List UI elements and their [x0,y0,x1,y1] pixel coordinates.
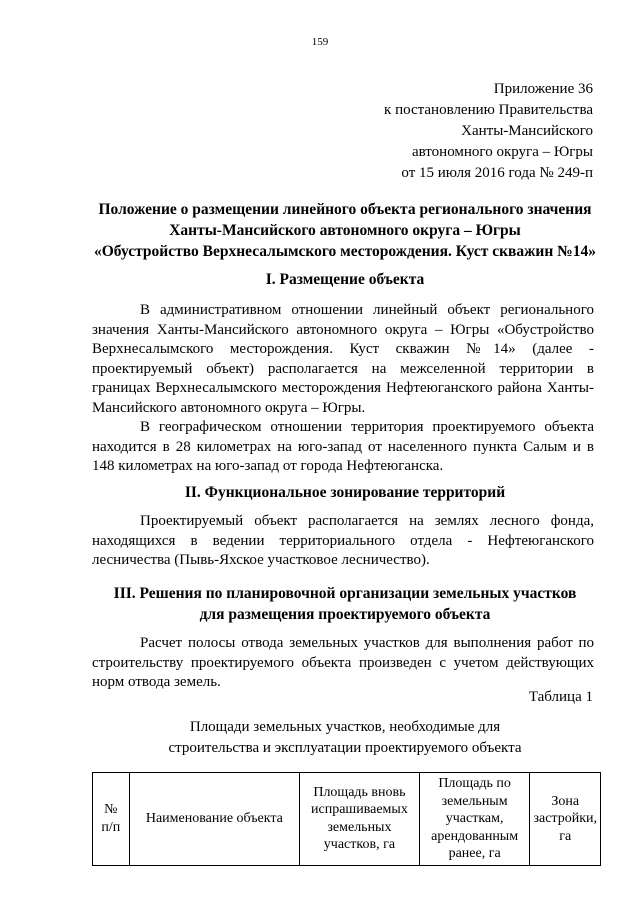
header-building-zone: Зона застройки, га [530,773,601,866]
appendix-reference [384,79,593,184]
appendix-line: к постановлению Правительства [384,102,593,118]
paragraph: В административном отношении линейный объект регионального значения Ханты-Мансийского автономного округа – Югры «Обустройство Верхнесалымского месторождения. Куст скважин №14» (далее - проектируемый объект) располагается на межселенной территории в границах Верхнесалымского месторождения Нефтеюганского района Ханты-Мансийского автономного округа – Югры. [92,302,594,416]
document-title [60,199,630,262]
title-line: Ханты-Мансийского автономного округа – Югры [169,222,521,239]
section-body-placement [92,301,594,477]
section-heading-placement: I. Размещение объекта [265,271,425,288]
header-number: № п/п [93,773,130,866]
table-caption: Площади земельных участков, необходимые для строительства и эксплуатации проектируемого объекта [168,719,522,756]
paragraph: Расчет полосы отвода земельных участков для выполнения работ по строительству проектируемого объекта произведен с учетом действующих норм отвода земель. [92,635,594,690]
page-number: 159 [311,36,329,48]
section-heading-planning: III. Решения по планировочной организации земельных участков для размещения проектируемого объекта [113,585,577,623]
section-body-planning [92,634,594,693]
appendix-line: Ханты-Мансийского [461,123,593,139]
title-line: Положение о размещении линейного объекта регионального значения [98,201,592,218]
section-body-zoning [92,512,594,571]
header-leased-area: Площадь по земельным участкам, арендованным ранее, га [419,773,530,866]
table-header-row [93,773,601,866]
land-area-table [92,772,601,866]
title-line: «Обустройство Верхнесалымского месторождения. Куст скважин №14» [94,243,596,260]
section-heading-zoning: II. Функциональное зонирование территорий [184,484,506,501]
header-new-area: Площадь вновь испрашиваемых земельных участков, га [300,773,420,866]
header-object-name: Наименование объекта [129,773,299,866]
appendix-line: Приложение 36 [493,81,593,97]
table-label: Таблица 1 [528,689,593,705]
paragraph: В географическом отношении территория проектируемого объекта находится в 28 километрах на юго-запад от населенного пункта Салым и в 148 километрах на юго-запад от города Нефтеюганска. [92,419,594,474]
appendix-line: от 15 июля 2016 года № 249-п [401,165,593,181]
paragraph: Проектируемый объект располагается на землях лесного фонда, находящихся в ведении территориального отдела - Нефтеюганского лесничества (Пывь-Яхское участковое лесничество). [92,513,594,568]
appendix-line: автономного округа – Югры [411,144,593,160]
